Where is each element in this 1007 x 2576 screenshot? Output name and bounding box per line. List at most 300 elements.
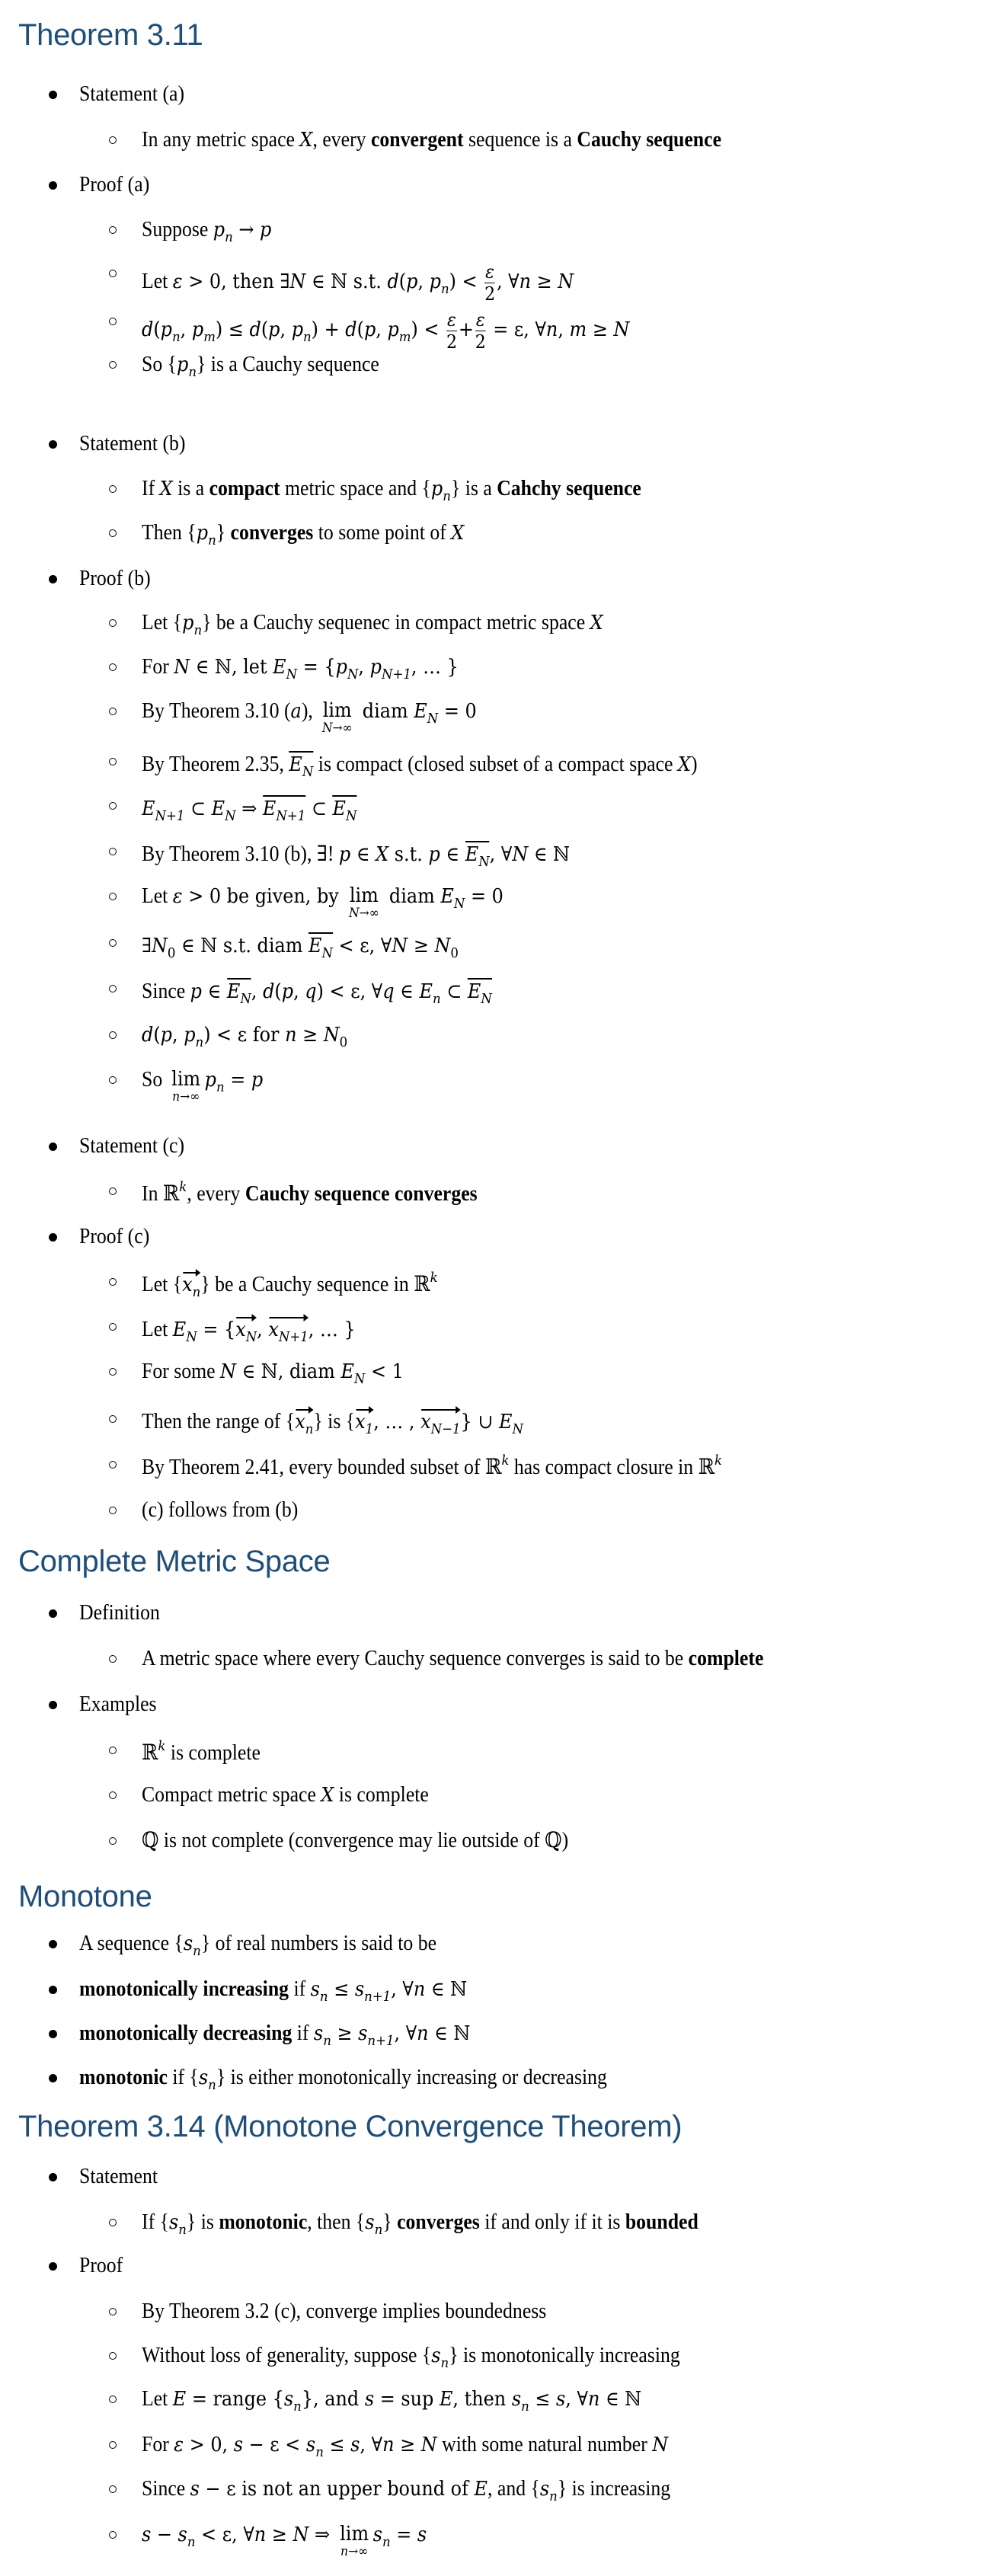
math-run: > 0,	[184, 2434, 234, 2456]
text-run: Then {	[142, 521, 197, 545]
math-run: =	[390, 2523, 417, 2546]
math-run: = 0	[465, 885, 504, 908]
math-run: (	[398, 270, 407, 293]
math-subscript: n	[549, 2488, 558, 2504]
math-subscript: n	[319, 1989, 328, 2005]
text-run: ),	[301, 699, 318, 723]
sub-bullet-icon	[109, 1368, 117, 1376]
math-var: p	[191, 318, 204, 341]
math-var: E	[211, 797, 225, 820]
list-item	[79, 1136, 184, 1157]
math-run: , then	[452, 2388, 512, 2411]
text-run: has compact closure in ℝ	[509, 1456, 715, 1479]
sub-list-item	[142, 1361, 404, 1386]
math-var: p	[160, 1024, 172, 1047]
sub-list-item	[142, 1069, 263, 1104]
math-run: ≥	[408, 935, 435, 957]
closure-symbol	[465, 841, 490, 869]
bold-term: Cahchy sequence	[497, 477, 641, 500]
math-run: ∃	[142, 935, 152, 957]
math-var: q	[305, 980, 317, 1003]
fraction-denominator: 2	[446, 331, 457, 353]
sub-list-item	[142, 657, 459, 682]
sub-bullet-icon	[109, 1187, 117, 1195]
math-run: s.t.	[388, 843, 429, 866]
math-var: X	[299, 129, 313, 152]
math-run: < ε, ∀	[333, 935, 392, 957]
math-run: diam	[356, 700, 414, 723]
text-run: , every	[187, 1182, 245, 1206]
sub-bullet-icon	[109, 2308, 117, 2316]
text-run: In ℝ	[142, 1182, 180, 1206]
math-subscript: N	[481, 991, 492, 1007]
sub-bullet-icon	[109, 619, 117, 627]
limit-operator	[349, 886, 379, 920]
sub-bullet-icon	[109, 361, 117, 369]
math-var: N	[613, 318, 630, 341]
math-var: s	[372, 2523, 382, 2546]
math-run: , ∀	[391, 1978, 414, 2001]
math-run: ∈ ℕ	[428, 2022, 471, 2045]
sub-bullet-icon	[109, 485, 117, 493]
math-run: ∈ ℕ	[599, 2388, 642, 2411]
vector-symbol	[235, 1316, 257, 1344]
list-item	[79, 84, 184, 105]
math-run: ∈ ℕ	[425, 1978, 468, 2001]
math-var: ε	[172, 885, 183, 908]
list-item	[79, 2166, 158, 2188]
text-run: By Theorem 3.2 (c), converge implies boundedness	[142, 2300, 547, 2323]
math-run: ⊂	[305, 797, 333, 820]
math-run: ≥	[331, 2022, 359, 2045]
text-run: So	[142, 1068, 168, 1091]
math-var: p	[338, 843, 351, 866]
math-var: s	[350, 2434, 360, 2456]
math-var: p	[160, 318, 172, 341]
math-subscript: N	[286, 666, 298, 682]
sub-list-item	[142, 1740, 261, 1764]
bullet-icon	[49, 2262, 57, 2271]
math-var: E	[499, 1411, 513, 1433]
sub-bullet-icon	[109, 663, 117, 671]
math-var: p	[204, 1069, 217, 1091]
math-var: s	[310, 1978, 320, 2001]
math-superscript: k	[714, 1453, 723, 1469]
math-subscript: n	[178, 2222, 187, 2238]
math-run: ≤	[323, 2434, 351, 2456]
sub-bullet-icon	[109, 1076, 117, 1084]
math-subscript: m	[398, 328, 411, 345]
vector-symbol	[268, 1316, 308, 1344]
math-var: ε	[174, 2434, 184, 2456]
sub-list-item	[142, 1830, 568, 1852]
text-run: By Theorem 3.10 (b), ∃!	[142, 842, 339, 866]
fraction	[484, 263, 495, 303]
math-subscript: n	[188, 364, 197, 380]
math-var: X	[677, 753, 691, 776]
bold-term: converges	[230, 521, 314, 545]
text-run: } is monotonically increasing	[449, 2344, 680, 2367]
math-run: = ε, ∀	[487, 318, 546, 341]
math-var: s	[198, 2066, 209, 2089]
section-heading: Theorem 3.14 (Monotone Convergence Theorem)	[18, 2110, 683, 2143]
sub-bullet-icon	[109, 848, 117, 855]
math-var: p	[260, 219, 272, 241]
math-run: = sup	[374, 2388, 440, 2411]
vector-symbol	[182, 1271, 200, 1299]
math-subscript: n	[440, 2355, 449, 2371]
math-subscript: n	[440, 280, 449, 297]
fraction-denominator: 2	[484, 283, 496, 305]
sub-bullet-icon	[109, 1507, 117, 1514]
math-run: = 0	[438, 700, 477, 723]
math-run: , … ,	[373, 1411, 421, 1433]
math-var: X	[159, 478, 173, 500]
bold-term: monotonically increasing	[79, 1977, 289, 2001]
section-heading: Monotone	[18, 1880, 152, 1913]
math-run: ∈	[202, 980, 227, 1003]
math-run: }, and	[301, 2388, 365, 2411]
math-run: = range {	[186, 2388, 284, 2411]
math-var: a	[290, 700, 302, 723]
math-var: m	[569, 318, 587, 341]
math-run: ∈ ℕ	[528, 843, 571, 866]
math-var: p	[429, 270, 441, 293]
math-run: (	[356, 318, 364, 341]
sub-list-item	[142, 932, 459, 960]
math-subscript: n+1	[367, 2033, 395, 2049]
text-run: Proof	[79, 2254, 123, 2277]
math-var: p	[335, 656, 347, 679]
math-run: − ε <	[243, 2434, 306, 2456]
text-run: , then {	[307, 2210, 366, 2234]
math-var: n	[417, 2022, 429, 2045]
math-var: p	[196, 522, 209, 545]
math-run: ≥	[394, 2434, 421, 2456]
math-run: (	[261, 318, 269, 341]
math-run: ≤	[328, 1978, 355, 2001]
math-subscript: N	[353, 1371, 366, 1387]
math-var: d	[263, 980, 275, 1003]
text-run: A sequence {	[79, 1932, 184, 1955]
math-var: s	[177, 2523, 187, 2546]
fraction-numerator: ε	[475, 309, 485, 331]
math-var: s	[365, 2211, 375, 2234]
text-run: Examples	[79, 1692, 157, 1716]
text-run: } is {	[313, 1410, 356, 1433]
math-subscript: N+1	[381, 666, 411, 682]
math-var: d	[345, 318, 357, 341]
math-run: ) < ε, ∀	[316, 980, 383, 1003]
math-var: x	[420, 1411, 431, 1433]
fraction-numerator: ε	[485, 261, 495, 283]
math-subscript: n+1	[364, 1989, 392, 2005]
math-subscript: N+1	[276, 808, 306, 824]
math-var: E	[419, 980, 433, 1003]
math-var: E	[474, 2478, 488, 2501]
math-subscript: n	[382, 2534, 391, 2550]
sub-list-item	[142, 311, 629, 351]
math-var: n	[413, 1978, 426, 2001]
text-run: Let	[142, 269, 173, 293]
math-var: p	[430, 478, 443, 500]
math-var: p	[213, 219, 225, 241]
math-run: ⊂	[184, 797, 212, 820]
text-run: to some point of	[313, 521, 452, 545]
text-run: } is increasing	[557, 2477, 671, 2501]
sub-list-item	[142, 1271, 438, 1299]
sub-list-item	[142, 263, 574, 303]
math-run: ) +	[311, 318, 346, 341]
math-run: , … }	[411, 656, 459, 679]
text-run: Let	[142, 884, 173, 908]
sub-list-item	[142, 478, 641, 503]
closure-symbol	[227, 978, 251, 1006]
math-run: ,	[257, 1318, 269, 1341]
sub-bullet-icon	[109, 2395, 117, 2403]
text-run: Statement (b)	[79, 432, 186, 455]
limit-label: lim	[322, 699, 352, 722]
text-run: ℚ is not complete (convergence may lie outside of ℚ)	[142, 1829, 569, 1852]
limit-operator	[322, 701, 353, 735]
math-subscript: n	[216, 1079, 225, 1095]
math-var: X	[376, 843, 389, 866]
list-item	[79, 1933, 436, 1958]
math-var: p	[428, 843, 440, 866]
math-var: N	[289, 270, 306, 293]
math-var: N	[558, 270, 574, 293]
text-run: Let	[142, 2387, 173, 2411]
math-subscript: N	[225, 808, 236, 824]
sub-list-item	[142, 2434, 668, 2459]
math-subscript: n	[305, 1421, 314, 1437]
bullet-icon	[49, 575, 57, 583]
text-run: } is either monotonically increasing or decreasing	[216, 2066, 607, 2089]
math-run: ⇒	[235, 797, 263, 820]
math-run: ,	[376, 318, 388, 341]
text-run: Since	[142, 980, 190, 1003]
limit-subscript: N→∞	[348, 906, 379, 921]
math-superscript: k	[158, 1738, 166, 1754]
math-var: s	[142, 2523, 152, 2546]
sub-list-item	[142, 612, 603, 638]
sub-list-item	[142, 1316, 356, 1344]
sub-bullet-icon	[109, 802, 117, 810]
math-var: x	[235, 1318, 246, 1341]
list-item	[79, 568, 151, 590]
math-run: diam	[383, 885, 441, 908]
text-run: sequence is a	[463, 128, 577, 152]
math-var: p	[387, 318, 399, 341]
text-run: Then the range of {	[142, 1410, 296, 1433]
text-run: For some	[142, 1360, 221, 1383]
math-var: d	[142, 318, 154, 341]
math-run: − ε is not an upper bound of	[199, 2478, 475, 2501]
math-var: s	[183, 1932, 193, 1955]
text-run: In any metric space	[142, 128, 300, 152]
math-var: p	[406, 270, 418, 293]
math-var: E	[273, 656, 286, 679]
math-run: ,	[171, 1024, 184, 1047]
math-run: ≤	[529, 2388, 557, 2411]
math-var: p	[190, 980, 203, 1003]
text-run: For	[142, 2433, 174, 2456]
math-run: ∈	[394, 980, 420, 1003]
math-subscript: N	[512, 1421, 523, 1437]
text-run: If	[142, 477, 160, 500]
bullet-icon	[49, 2173, 57, 2181]
math-subscript: 1	[365, 1421, 374, 1437]
math-run: ≥	[296, 1024, 324, 1047]
bullet-icon	[49, 1143, 57, 1151]
math-var: p	[369, 656, 382, 679]
closure-symbol	[263, 795, 305, 823]
math-var: s	[190, 2478, 200, 2501]
bullet-icon	[49, 2074, 57, 2082]
sub-list-item	[142, 795, 356, 823]
list-item	[79, 2023, 470, 2048]
math-var: p	[182, 612, 194, 634]
math-var: X	[451, 522, 465, 545]
math-subscript: n	[187, 2534, 196, 2550]
fraction	[446, 311, 457, 351]
math-var: E	[226, 980, 241, 1003]
math-subscript: N	[347, 666, 359, 682]
math-var: d	[142, 1024, 154, 1047]
math-run: ,	[293, 980, 305, 1003]
math-subscript: n	[192, 1284, 201, 1300]
sub-bullet-icon	[109, 1837, 117, 1845]
math-subscript: n	[293, 2399, 302, 2415]
fraction-numerator: ε	[447, 309, 456, 331]
math-run: > 0, then ∃	[182, 270, 290, 293]
sub-list-item	[142, 219, 271, 244]
sub-list-item	[142, 2479, 670, 2504]
math-subscript: n	[171, 328, 181, 345]
math-var: ε	[172, 270, 183, 293]
math-var: s	[511, 2388, 522, 2411]
closure-symbol	[289, 751, 313, 779]
math-var: n	[545, 318, 558, 341]
text-run: ℝ	[142, 1741, 158, 1765]
math-subscript: 0	[339, 1034, 348, 1050]
math-var: x	[295, 1411, 305, 1433]
sub-list-item	[142, 751, 698, 779]
math-var: N	[323, 1024, 340, 1047]
math-run: ,	[180, 318, 192, 341]
sub-bullet-icon	[109, 758, 117, 765]
math-var: E	[340, 1360, 354, 1383]
math-var: s	[313, 2022, 324, 2045]
sub-list-item	[142, 354, 379, 379]
math-var: n	[519, 270, 532, 293]
math-var: q	[382, 980, 395, 1003]
math-run: = {	[197, 1318, 236, 1341]
math-var: x	[268, 1318, 279, 1341]
math-var: N	[151, 935, 168, 957]
text-run: is complete	[334, 1783, 429, 1807]
sub-bullet-icon	[109, 2352, 117, 2360]
math-run: =	[224, 1069, 251, 1091]
math-var: E	[439, 2388, 453, 2411]
bold-term: monotonic	[219, 2210, 308, 2234]
math-run: ,	[251, 980, 264, 1003]
text-run: is complete	[165, 1741, 261, 1765]
math-run: , … }	[308, 1318, 356, 1341]
fraction-denominator: 2	[475, 331, 486, 353]
math-var: s	[305, 2434, 316, 2456]
math-var: N	[512, 843, 529, 866]
text-run: Proof (b)	[79, 567, 151, 590]
sub-bullet-icon	[109, 2441, 117, 2449]
math-subscript: N	[478, 854, 490, 870]
bullet-icon	[49, 1609, 57, 1618]
math-subscript: n	[225, 229, 233, 245]
sub-bullet-icon	[109, 2531, 117, 2539]
sub-list-item	[142, 886, 504, 920]
math-var: N	[174, 656, 190, 679]
sub-list-item	[142, 2212, 699, 2237]
text-run: If {	[142, 2210, 169, 2234]
text-run: , and {	[488, 2477, 540, 2501]
text-run: Proof (a)	[79, 173, 150, 197]
text-run: Statement (a)	[79, 82, 185, 106]
math-run: ∈	[350, 843, 376, 866]
math-run: ≥	[531, 270, 558, 293]
sub-bullet-icon	[109, 1031, 117, 1039]
math-subscript: N	[321, 945, 334, 961]
text-run: (c) follows from (b)	[142, 1498, 299, 1522]
sub-bullet-icon	[109, 1461, 117, 1469]
math-var: E	[414, 700, 427, 723]
math-var: E	[289, 753, 302, 776]
math-subscript: n	[208, 2077, 216, 2093]
math-var: d	[387, 270, 399, 293]
math-subscript: m	[203, 328, 216, 345]
math-var: n	[254, 2523, 267, 2546]
sub-list-item	[142, 2389, 641, 2414]
sub-list-item	[142, 129, 721, 151]
closure-symbol	[332, 795, 356, 823]
vector-symbol	[355, 1408, 373, 1437]
math-var: N	[392, 935, 408, 957]
math-run: ≥	[266, 2523, 293, 2546]
math-subscript: 0	[167, 945, 176, 961]
math-subscript: n	[193, 1943, 201, 1959]
math-var: N	[293, 2523, 309, 2546]
text-run: For	[142, 655, 174, 679]
math-var: x	[355, 1411, 366, 1433]
math-superscript: k	[501, 1453, 510, 1469]
bold-term: Cauchy sequence	[577, 128, 722, 152]
math-var: p	[177, 353, 189, 376]
math-subscript: 0	[450, 945, 459, 961]
math-subscript: n	[374, 2222, 383, 2238]
math-var: s	[417, 2523, 427, 2546]
math-subscript: n	[432, 991, 441, 1007]
math-run: ∈ ℕ, diam	[235, 1360, 341, 1383]
math-run: →	[232, 219, 261, 241]
text-run: } of real numbers is said to be	[200, 1932, 437, 1955]
list-item	[79, 1603, 160, 1624]
math-run: ∈ ℕ s.t. diam	[175, 935, 309, 957]
math-var: s	[354, 1978, 365, 2001]
math-run: = {	[297, 656, 336, 679]
text-run: Let {	[142, 611, 183, 634]
sub-bullet-icon	[109, 529, 117, 537]
math-subscript: N	[453, 896, 465, 912]
math-subscript: N+1	[278, 1329, 308, 1345]
